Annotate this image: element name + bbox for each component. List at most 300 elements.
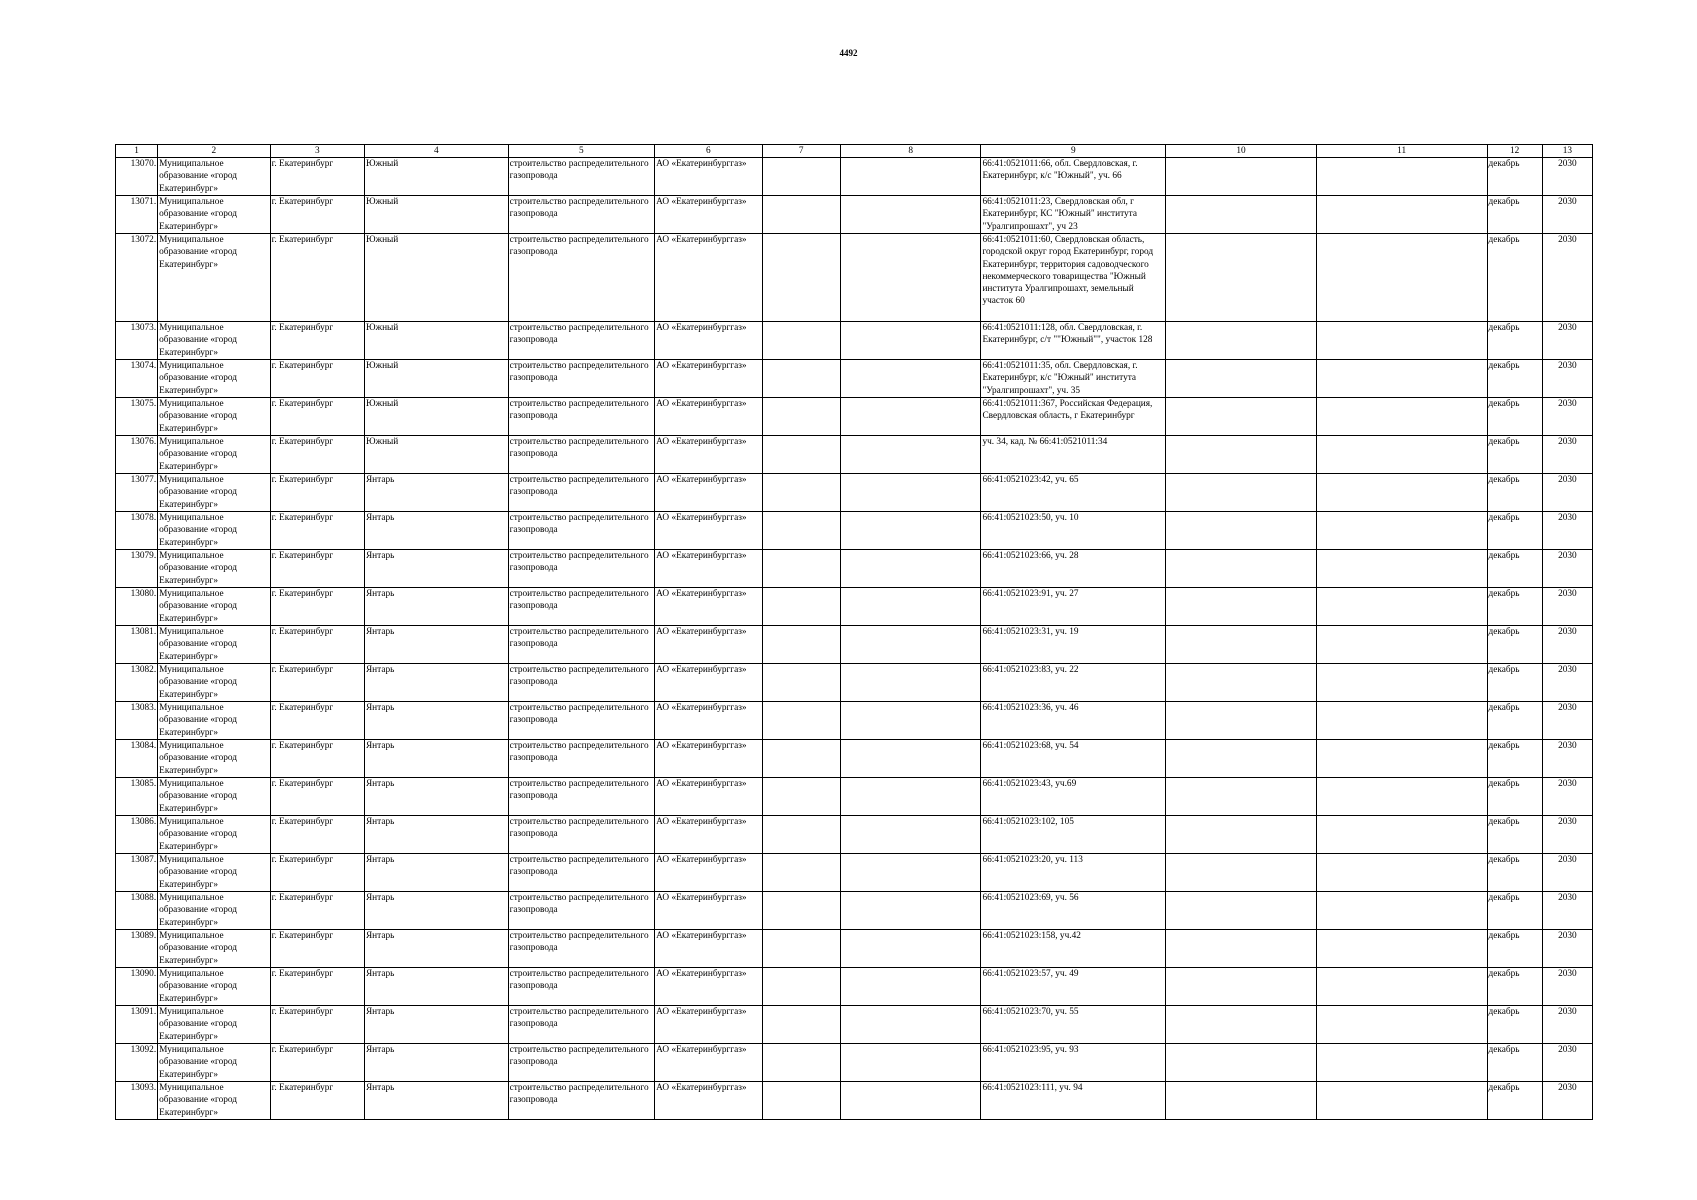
year-cell: 2030: [1542, 968, 1592, 1006]
year-cell: 2030: [1542, 436, 1592, 474]
column-8-cell: [840, 436, 981, 474]
owner-cell: Муниципальное образование «город Екатеринбург»: [158, 664, 270, 702]
column-7-cell: [762, 816, 840, 854]
cadastral-cell: 66:41:0521023:68, уч. 54: [981, 740, 1166, 778]
area-cell: Южный: [364, 158, 508, 196]
table-row: [116, 398, 1593, 436]
column-7-cell: [762, 664, 840, 702]
column-8-cell: [840, 360, 981, 398]
purpose-cell: строительство распределительного газопровода: [508, 930, 655, 968]
city-cell: г. Екатеринбург: [270, 398, 364, 436]
row-number: 13091.: [116, 1006, 158, 1044]
owner-cell: Муниципальное образование «город Екатеринбург»: [158, 512, 270, 550]
column-11-cell: [1316, 158, 1487, 196]
month-cell: декабрь: [1487, 968, 1542, 1006]
year-cell: 2030: [1542, 512, 1592, 550]
column-10-cell: [1166, 398, 1317, 436]
month-cell: декабрь: [1487, 1082, 1542, 1120]
table-row: [116, 196, 1593, 234]
column-8-cell: [840, 1082, 981, 1120]
column-8-cell: [840, 892, 981, 930]
column-header-11: 11: [1316, 145, 1487, 158]
organization-cell: АО «Екатеринбурггаз»: [655, 740, 762, 778]
column-11-cell: [1316, 664, 1487, 702]
column-7-cell: [762, 588, 840, 626]
area-cell: Южный: [364, 360, 508, 398]
owner-cell: Муниципальное образование «город Екатеринбург»: [158, 1006, 270, 1044]
year-cell: 2030: [1542, 664, 1592, 702]
cadastral-cell: 66:41:0521011:128, обл. Свердловская, г. Екатеринбург, с/т ""Южный"", участок 128: [981, 322, 1166, 360]
column-10-cell: [1166, 234, 1317, 322]
city-cell: г. Екатеринбург: [270, 968, 364, 1006]
city-cell: г. Екатеринбург: [270, 930, 364, 968]
column-10-cell: [1166, 816, 1317, 854]
column-8-cell: [840, 626, 981, 664]
table-body: [116, 158, 1593, 1120]
table-row: [116, 664, 1593, 702]
column-7-cell: [762, 474, 840, 512]
month-cell: декабрь: [1487, 360, 1542, 398]
column-7-cell: [762, 626, 840, 664]
column-7-cell: [762, 512, 840, 550]
column-8-cell: [840, 816, 981, 854]
year-cell: 2030: [1542, 474, 1592, 512]
year-cell: 2030: [1542, 196, 1592, 234]
area-cell: Южный: [364, 322, 508, 360]
owner-cell: Муниципальное образование «город Екатеринбург»: [158, 436, 270, 474]
column-7-cell: [762, 322, 840, 360]
column-10-cell: [1166, 550, 1317, 588]
month-cell: декабрь: [1487, 234, 1542, 322]
month-cell: декабрь: [1487, 474, 1542, 512]
city-cell: г. Екатеринбург: [270, 892, 364, 930]
row-number: 13089.: [116, 930, 158, 968]
cadastral-cell: 66:41:0521011:367, Российская Федерация, Свердловская область, г Екатеринбург: [981, 398, 1166, 436]
owner-cell: Муниципальное образование «город Екатеринбург»: [158, 550, 270, 588]
year-cell: 2030: [1542, 588, 1592, 626]
column-11-cell: [1316, 702, 1487, 740]
table-row: [116, 778, 1593, 816]
column-7-cell: [762, 1082, 840, 1120]
purpose-cell: строительство распределительного газопровода: [508, 436, 655, 474]
owner-cell: Муниципальное образование «город Екатеринбург»: [158, 398, 270, 436]
column-10-cell: [1166, 512, 1317, 550]
purpose-cell: строительство распределительного газопровода: [508, 968, 655, 1006]
area-cell: Янтарь: [364, 854, 508, 892]
column-8-cell: [840, 968, 981, 1006]
purpose-cell: строительство распределительного газопровода: [508, 816, 655, 854]
column-8-cell: [840, 550, 981, 588]
year-cell: 2030: [1542, 322, 1592, 360]
area-cell: Янтарь: [364, 550, 508, 588]
cadastral-cell: 66:41:0521023:95, уч. 93: [981, 1044, 1166, 1082]
month-cell: декабрь: [1487, 158, 1542, 196]
page-number: 4492: [839, 48, 858, 58]
city-cell: г. Екатеринбург: [270, 778, 364, 816]
column-8-cell: [840, 930, 981, 968]
column-8-cell: [840, 854, 981, 892]
column-10-cell: [1166, 360, 1317, 398]
row-number: 13074.: [116, 360, 158, 398]
organization-cell: АО «Екатеринбурггаз»: [655, 1006, 762, 1044]
cadastral-cell: уч. 34, кад. № 66:41:0521011:34: [981, 436, 1166, 474]
row-number: 13070.: [116, 158, 158, 196]
organization-cell: АО «Екатеринбурггаз»: [655, 854, 762, 892]
table-row: [116, 968, 1593, 1006]
organization-cell: АО «Екатеринбурггаз»: [655, 816, 762, 854]
column-8-cell: [840, 702, 981, 740]
city-cell: г. Екатеринбург: [270, 664, 364, 702]
year-cell: 2030: [1542, 234, 1592, 322]
city-cell: г. Екатеринбург: [270, 854, 364, 892]
city-cell: г. Екатеринбург: [270, 550, 364, 588]
column-10-cell: [1166, 664, 1317, 702]
purpose-cell: строительство распределительного газопровода: [508, 360, 655, 398]
purpose-cell: строительство распределительного газопровода: [508, 588, 655, 626]
purpose-cell: строительство распределительного газопровода: [508, 1044, 655, 1082]
area-cell: Янтарь: [364, 1082, 508, 1120]
row-number: 13087.: [116, 854, 158, 892]
column-10-cell: [1166, 930, 1317, 968]
city-cell: г. Екатеринбург: [270, 816, 364, 854]
table-row: [116, 626, 1593, 664]
table-row: [116, 702, 1593, 740]
owner-cell: Муниципальное образование «город Екатеринбург»: [158, 892, 270, 930]
column-8-cell: [840, 1006, 981, 1044]
column-8-cell: [840, 196, 981, 234]
cadastral-cell: 66:41:0521023:102, 105: [981, 816, 1166, 854]
month-cell: декабрь: [1487, 930, 1542, 968]
organization-cell: АО «Екатеринбурггаз»: [655, 1044, 762, 1082]
organization-cell: АО «Екатеринбурггаз»: [655, 234, 762, 322]
table-row: [116, 1082, 1593, 1120]
owner-cell: Муниципальное образование «город Екатеринбург»: [158, 854, 270, 892]
organization-cell: АО «Екатеринбурггаз»: [655, 626, 762, 664]
cadastral-cell: 66:41:0521011:23, Свердловская обл, г Екатеринбург, КС "Южный" института "Уралгипрошахт", уч 23: [981, 196, 1166, 234]
column-7-cell: [762, 436, 840, 474]
table-row: [116, 854, 1593, 892]
table-row: [116, 550, 1593, 588]
column-8-cell: [840, 1044, 981, 1082]
column-11-cell: [1316, 854, 1487, 892]
area-cell: Янтарь: [364, 664, 508, 702]
column-10-cell: [1166, 740, 1317, 778]
area-cell: Янтарь: [364, 588, 508, 626]
area-cell: Янтарь: [364, 740, 508, 778]
owner-cell: Муниципальное образование «город Екатеринбург»: [158, 626, 270, 664]
column-11-cell: [1316, 398, 1487, 436]
cadastral-cell: 66:41:0521011:66, обл. Свердловская, г. Екатеринбург, к/с "Южный", уч. 66: [981, 158, 1166, 196]
column-11-cell: [1316, 968, 1487, 1006]
city-cell: г. Екатеринбург: [270, 196, 364, 234]
row-number: 13080.: [116, 588, 158, 626]
area-cell: Янтарь: [364, 1044, 508, 1082]
column-header-12: 12: [1487, 145, 1542, 158]
table-row: [116, 512, 1593, 550]
register-table: [115, 144, 1593, 1120]
row-number: 13071.: [116, 196, 158, 234]
table-row: [116, 234, 1593, 322]
column-7-cell: [762, 398, 840, 436]
year-cell: 2030: [1542, 550, 1592, 588]
month-cell: декабрь: [1487, 588, 1542, 626]
column-header-2: 2: [158, 145, 270, 158]
column-11-cell: [1316, 360, 1487, 398]
cadastral-cell: 66:41:0521023:158, уч.42: [981, 930, 1166, 968]
table-row: [116, 474, 1593, 512]
year-cell: 2030: [1542, 398, 1592, 436]
city-cell: г. Екатеринбург: [270, 702, 364, 740]
row-number: 13076.: [116, 436, 158, 474]
row-number: 13086.: [116, 816, 158, 854]
column-8-cell: [840, 778, 981, 816]
column-11-cell: [1316, 588, 1487, 626]
purpose-cell: строительство распределительного газопровода: [508, 322, 655, 360]
year-cell: 2030: [1542, 702, 1592, 740]
organization-cell: АО «Екатеринбурггаз»: [655, 930, 762, 968]
column-11-cell: [1316, 778, 1487, 816]
owner-cell: Муниципальное образование «город Екатеринбург»: [158, 930, 270, 968]
column-header-3: 3: [270, 145, 364, 158]
month-cell: декабрь: [1487, 778, 1542, 816]
column-7-cell: [762, 196, 840, 234]
owner-cell: Муниципальное образование «город Екатеринбург»: [158, 740, 270, 778]
purpose-cell: строительство распределительного газопровода: [508, 196, 655, 234]
column-7-cell: [762, 702, 840, 740]
column-7-cell: [762, 360, 840, 398]
year-cell: 2030: [1542, 854, 1592, 892]
column-7-cell: [762, 550, 840, 588]
purpose-cell: строительство распределительного газопровода: [508, 1082, 655, 1120]
area-cell: Южный: [364, 234, 508, 322]
row-number: 13072.: [116, 234, 158, 322]
column-11-cell: [1316, 740, 1487, 778]
column-header-4: 4: [364, 145, 508, 158]
month-cell: декабрь: [1487, 1006, 1542, 1044]
row-number: 13077.: [116, 474, 158, 512]
column-11-cell: [1316, 1006, 1487, 1044]
month-cell: декабрь: [1487, 816, 1542, 854]
organization-cell: АО «Екатеринбурггаз»: [655, 778, 762, 816]
column-8-cell: [840, 322, 981, 360]
month-cell: декабрь: [1487, 854, 1542, 892]
year-cell: 2030: [1542, 816, 1592, 854]
purpose-cell: строительство распределительного газопровода: [508, 234, 655, 322]
month-cell: декабрь: [1487, 196, 1542, 234]
area-cell: Янтарь: [364, 626, 508, 664]
column-8-cell: [840, 398, 981, 436]
column-header-row: [116, 145, 1593, 158]
purpose-cell: строительство распределительного газопровода: [508, 854, 655, 892]
year-cell: 2030: [1542, 740, 1592, 778]
city-cell: г. Екатеринбург: [270, 360, 364, 398]
month-cell: декабрь: [1487, 740, 1542, 778]
organization-cell: АО «Екатеринбурггаз»: [655, 436, 762, 474]
cadastral-cell: 66:41:0521023:36, уч. 46: [981, 702, 1166, 740]
column-10-cell: [1166, 158, 1317, 196]
column-7-cell: [762, 778, 840, 816]
area-cell: Янтарь: [364, 968, 508, 1006]
city-cell: г. Екатеринбург: [270, 474, 364, 512]
table-row: [116, 930, 1593, 968]
column-8-cell: [840, 512, 981, 550]
year-cell: 2030: [1542, 1006, 1592, 1044]
table-row: [116, 158, 1593, 196]
column-8-cell: [840, 664, 981, 702]
owner-cell: Муниципальное образование «город Екатеринбург»: [158, 968, 270, 1006]
purpose-cell: строительство распределительного газопровода: [508, 778, 655, 816]
column-11-cell: [1316, 930, 1487, 968]
city-cell: г. Екатеринбург: [270, 512, 364, 550]
column-8-cell: [840, 474, 981, 512]
column-10-cell: [1166, 778, 1317, 816]
purpose-cell: строительство распределительного газопровода: [508, 1006, 655, 1044]
area-cell: Янтарь: [364, 474, 508, 512]
area-cell: Южный: [364, 436, 508, 474]
area-cell: Южный: [364, 196, 508, 234]
row-number: 13081.: [116, 626, 158, 664]
year-cell: 2030: [1542, 1082, 1592, 1120]
table-row: [116, 1006, 1593, 1044]
city-cell: г. Екатеринбург: [270, 588, 364, 626]
owner-cell: Муниципальное образование «город Екатеринбург»: [158, 158, 270, 196]
cadastral-cell: 66:41:0521011:35, обл. Свердловская, г. Екатеринбург, к/с "Южный" института "Уралгипрошахт", уч. 35: [981, 360, 1166, 398]
column-7-cell: [762, 740, 840, 778]
area-cell: Янтарь: [364, 930, 508, 968]
purpose-cell: строительство распределительного газопровода: [508, 398, 655, 436]
organization-cell: АО «Екатеринбурггаз»: [655, 512, 762, 550]
month-cell: декабрь: [1487, 512, 1542, 550]
organization-cell: АО «Екатеринбурггаз»: [655, 196, 762, 234]
column-11-cell: [1316, 1044, 1487, 1082]
row-number: 13083.: [116, 702, 158, 740]
cadastral-cell: 66:41:0521023:70, уч. 55: [981, 1006, 1166, 1044]
city-cell: г. Екатеринбург: [270, 626, 364, 664]
city-cell: г. Екатеринбург: [270, 234, 364, 322]
column-10-cell: [1166, 968, 1317, 1006]
city-cell: г. Екатеринбург: [270, 322, 364, 360]
month-cell: декабрь: [1487, 398, 1542, 436]
column-10-cell: [1166, 892, 1317, 930]
column-header-13: 13: [1542, 145, 1592, 158]
column-7-cell: [762, 234, 840, 322]
owner-cell: Муниципальное образование «город Екатеринбург»: [158, 816, 270, 854]
row-number: 13082.: [116, 664, 158, 702]
table-row: [116, 322, 1593, 360]
column-7-cell: [762, 968, 840, 1006]
month-cell: декабрь: [1487, 436, 1542, 474]
purpose-cell: строительство распределительного газопровода: [508, 474, 655, 512]
area-cell: Янтарь: [364, 512, 508, 550]
year-cell: 2030: [1542, 778, 1592, 816]
table-row: [116, 360, 1593, 398]
column-11-cell: [1316, 234, 1487, 322]
row-number: 13090.: [116, 968, 158, 1006]
year-cell: 2030: [1542, 892, 1592, 930]
column-7-cell: [762, 854, 840, 892]
row-number: 13088.: [116, 892, 158, 930]
row-number: 13078.: [116, 512, 158, 550]
month-cell: декабрь: [1487, 1044, 1542, 1082]
month-cell: декабрь: [1487, 626, 1542, 664]
organization-cell: АО «Екатеринбурггаз»: [655, 550, 762, 588]
owner-cell: Муниципальное образование «город Екатеринбург»: [158, 702, 270, 740]
city-cell: г. Екатеринбург: [270, 158, 364, 196]
table-row: [116, 588, 1593, 626]
column-header-7: 7: [762, 145, 840, 158]
organization-cell: АО «Екатеринбурггаз»: [655, 322, 762, 360]
column-header-5: 5: [508, 145, 655, 158]
column-11-cell: [1316, 816, 1487, 854]
organization-cell: АО «Екатеринбурггаз»: [655, 588, 762, 626]
organization-cell: АО «Екатеринбурггаз»: [655, 474, 762, 512]
column-10-cell: [1166, 322, 1317, 360]
row-number: 13075.: [116, 398, 158, 436]
table-row: [116, 436, 1593, 474]
column-8-cell: [840, 234, 981, 322]
owner-cell: Муниципальное образование «город Екатеринбург»: [158, 588, 270, 626]
column-7-cell: [762, 892, 840, 930]
column-8-cell: [840, 740, 981, 778]
table-row: [116, 740, 1593, 778]
area-cell: Южный: [364, 398, 508, 436]
column-10-cell: [1166, 1006, 1317, 1044]
column-8-cell: [840, 158, 981, 196]
cadastral-cell: 66:41:0521023:91, уч. 27: [981, 588, 1166, 626]
purpose-cell: строительство распределительного газопровода: [508, 892, 655, 930]
column-10-cell: [1166, 588, 1317, 626]
month-cell: декабрь: [1487, 702, 1542, 740]
column-header-6: 6: [655, 145, 762, 158]
column-11-cell: [1316, 196, 1487, 234]
column-10-cell: [1166, 436, 1317, 474]
organization-cell: АО «Екатеринбурггаз»: [655, 1082, 762, 1120]
row-number: 13093.: [116, 1082, 158, 1120]
table-row: [116, 892, 1593, 930]
cadastral-cell: 66:41:0521023:83, уч. 22: [981, 664, 1166, 702]
row-number: 13085.: [116, 778, 158, 816]
month-cell: декабрь: [1487, 892, 1542, 930]
cadastral-cell: 66:41:0521023:31, уч. 19: [981, 626, 1166, 664]
owner-cell: Муниципальное образование «город Екатеринбург»: [158, 474, 270, 512]
column-10-cell: [1166, 854, 1317, 892]
city-cell: г. Екатеринбург: [270, 1044, 364, 1082]
month-cell: декабрь: [1487, 322, 1542, 360]
cadastral-cell: 66:41:0521023:50, уч. 10: [981, 512, 1166, 550]
city-cell: г. Екатеринбург: [270, 1082, 364, 1120]
organization-cell: АО «Екатеринбурггаз»: [655, 158, 762, 196]
column-10-cell: [1166, 196, 1317, 234]
column-11-cell: [1316, 1082, 1487, 1120]
column-7-cell: [762, 158, 840, 196]
organization-cell: АО «Екатеринбурггаз»: [655, 664, 762, 702]
cadastral-cell: 66:41:0521011:60, Свердловская область, городской округ город Екатеринбург, город Екатеринбург, территория садоводческого некоммерческого товарищества "Южный института Уралгипрошахт, земельный участок 60: [981, 234, 1166, 322]
column-11-cell: [1316, 322, 1487, 360]
organization-cell: АО «Екатеринбурггаз»: [655, 702, 762, 740]
month-cell: декабрь: [1487, 664, 1542, 702]
purpose-cell: строительство распределительного газопровода: [508, 512, 655, 550]
purpose-cell: строительство распределительного газопровода: [508, 740, 655, 778]
organization-cell: АО «Екатеринбурггаз»: [655, 398, 762, 436]
row-number: 13092.: [116, 1044, 158, 1082]
owner-cell: Муниципальное образование «город Екатеринбург»: [158, 778, 270, 816]
owner-cell: Муниципальное образование «город Екатеринбург»: [158, 1082, 270, 1120]
area-cell: Янтарь: [364, 816, 508, 854]
area-cell: Янтарь: [364, 778, 508, 816]
column-11-cell: [1316, 892, 1487, 930]
purpose-cell: строительство распределительного газопровода: [508, 664, 655, 702]
table-row: [116, 1044, 1593, 1082]
